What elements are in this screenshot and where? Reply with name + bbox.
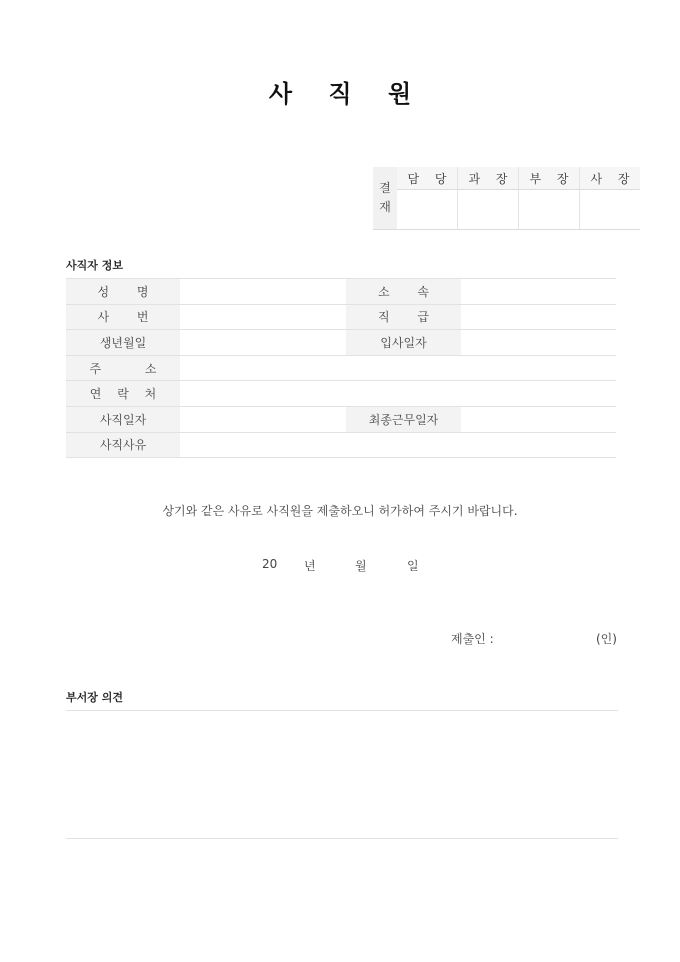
last-work-date-field[interactable] — [461, 406, 616, 432]
opinion-area[interactable] — [66, 711, 618, 837]
name-label: 성 명 — [97, 284, 161, 299]
approval-sign-president[interactable] — [580, 190, 641, 230]
rank-label: 직 급 — [378, 310, 441, 325]
employee-number-label: 사 번 — [97, 310, 161, 325]
employee-number-field[interactable] — [180, 304, 346, 330]
hire-date-field[interactable] — [461, 330, 616, 356]
approval-role-staff: 담 당 — [397, 167, 458, 190]
date-year-prefix: 20 — [262, 557, 278, 571]
resignation-reason-field[interactable] — [180, 432, 616, 458]
affiliation-field[interactable] — [461, 279, 616, 305]
opinion-section-label: 부서장 의견 — [66, 691, 123, 704]
address-field[interactable] — [180, 355, 616, 381]
address-label: 주 소 — [89, 361, 177, 376]
affiliation-label: 소 속 — [378, 284, 441, 299]
table-row — [66, 330, 616, 356]
date-day-unit: 일 — [407, 559, 419, 573]
opinion-bottom-divider — [66, 838, 618, 839]
table-row — [66, 304, 616, 330]
statement-text: 상기와 같은 사유로 사직원을 제출하오니 허가하여 주시기 바랍니다. — [162, 504, 518, 518]
hire-date-label: 입사일자 — [346, 330, 461, 356]
approval-sign-staff[interactable] — [397, 190, 458, 230]
approval-side-label — [373, 167, 397, 230]
name-field[interactable] — [180, 279, 346, 305]
date-year-unit: 년 — [304, 559, 316, 573]
approval-table — [373, 167, 640, 230]
seal-mark: (인) — [596, 632, 617, 646]
contact-field[interactable] — [180, 381, 616, 407]
approval-sign-department-head[interactable] — [519, 190, 580, 230]
birthdate-label: 생년월일 — [66, 330, 180, 356]
approval-side-label-1: 결 — [379, 181, 391, 195]
last-work-date-label: 최종근무일자 — [346, 406, 461, 432]
table-row — [66, 406, 616, 432]
page-title: 사 직 원 — [268, 80, 426, 108]
approval-role-president: 사 장 — [580, 167, 641, 190]
resignation-reason-label: 사직사유 — [66, 432, 180, 458]
table-row — [66, 279, 616, 305]
resignee-info-table — [66, 278, 616, 458]
table-row — [66, 432, 616, 458]
approval-role-section-chief: 과 장 — [458, 167, 519, 190]
table-row — [66, 355, 616, 381]
approval-side-label-2: 재 — [379, 200, 391, 214]
resignation-date-label: 사직일자 — [66, 406, 180, 432]
date-month-unit: 월 — [355, 559, 367, 573]
contact-label: 연 락 처 — [89, 387, 163, 402]
table-row — [66, 381, 616, 407]
resignation-date-field[interactable] — [180, 406, 346, 432]
approval-role-department-head: 부 장 — [519, 167, 580, 190]
birthdate-field[interactable] — [180, 330, 346, 356]
submitter-label: 제출인 : — [451, 632, 494, 646]
info-section-label: 사직자 정보 — [66, 259, 123, 272]
rank-field[interactable] — [461, 304, 616, 330]
approval-sign-section-chief[interactable] — [458, 190, 519, 230]
